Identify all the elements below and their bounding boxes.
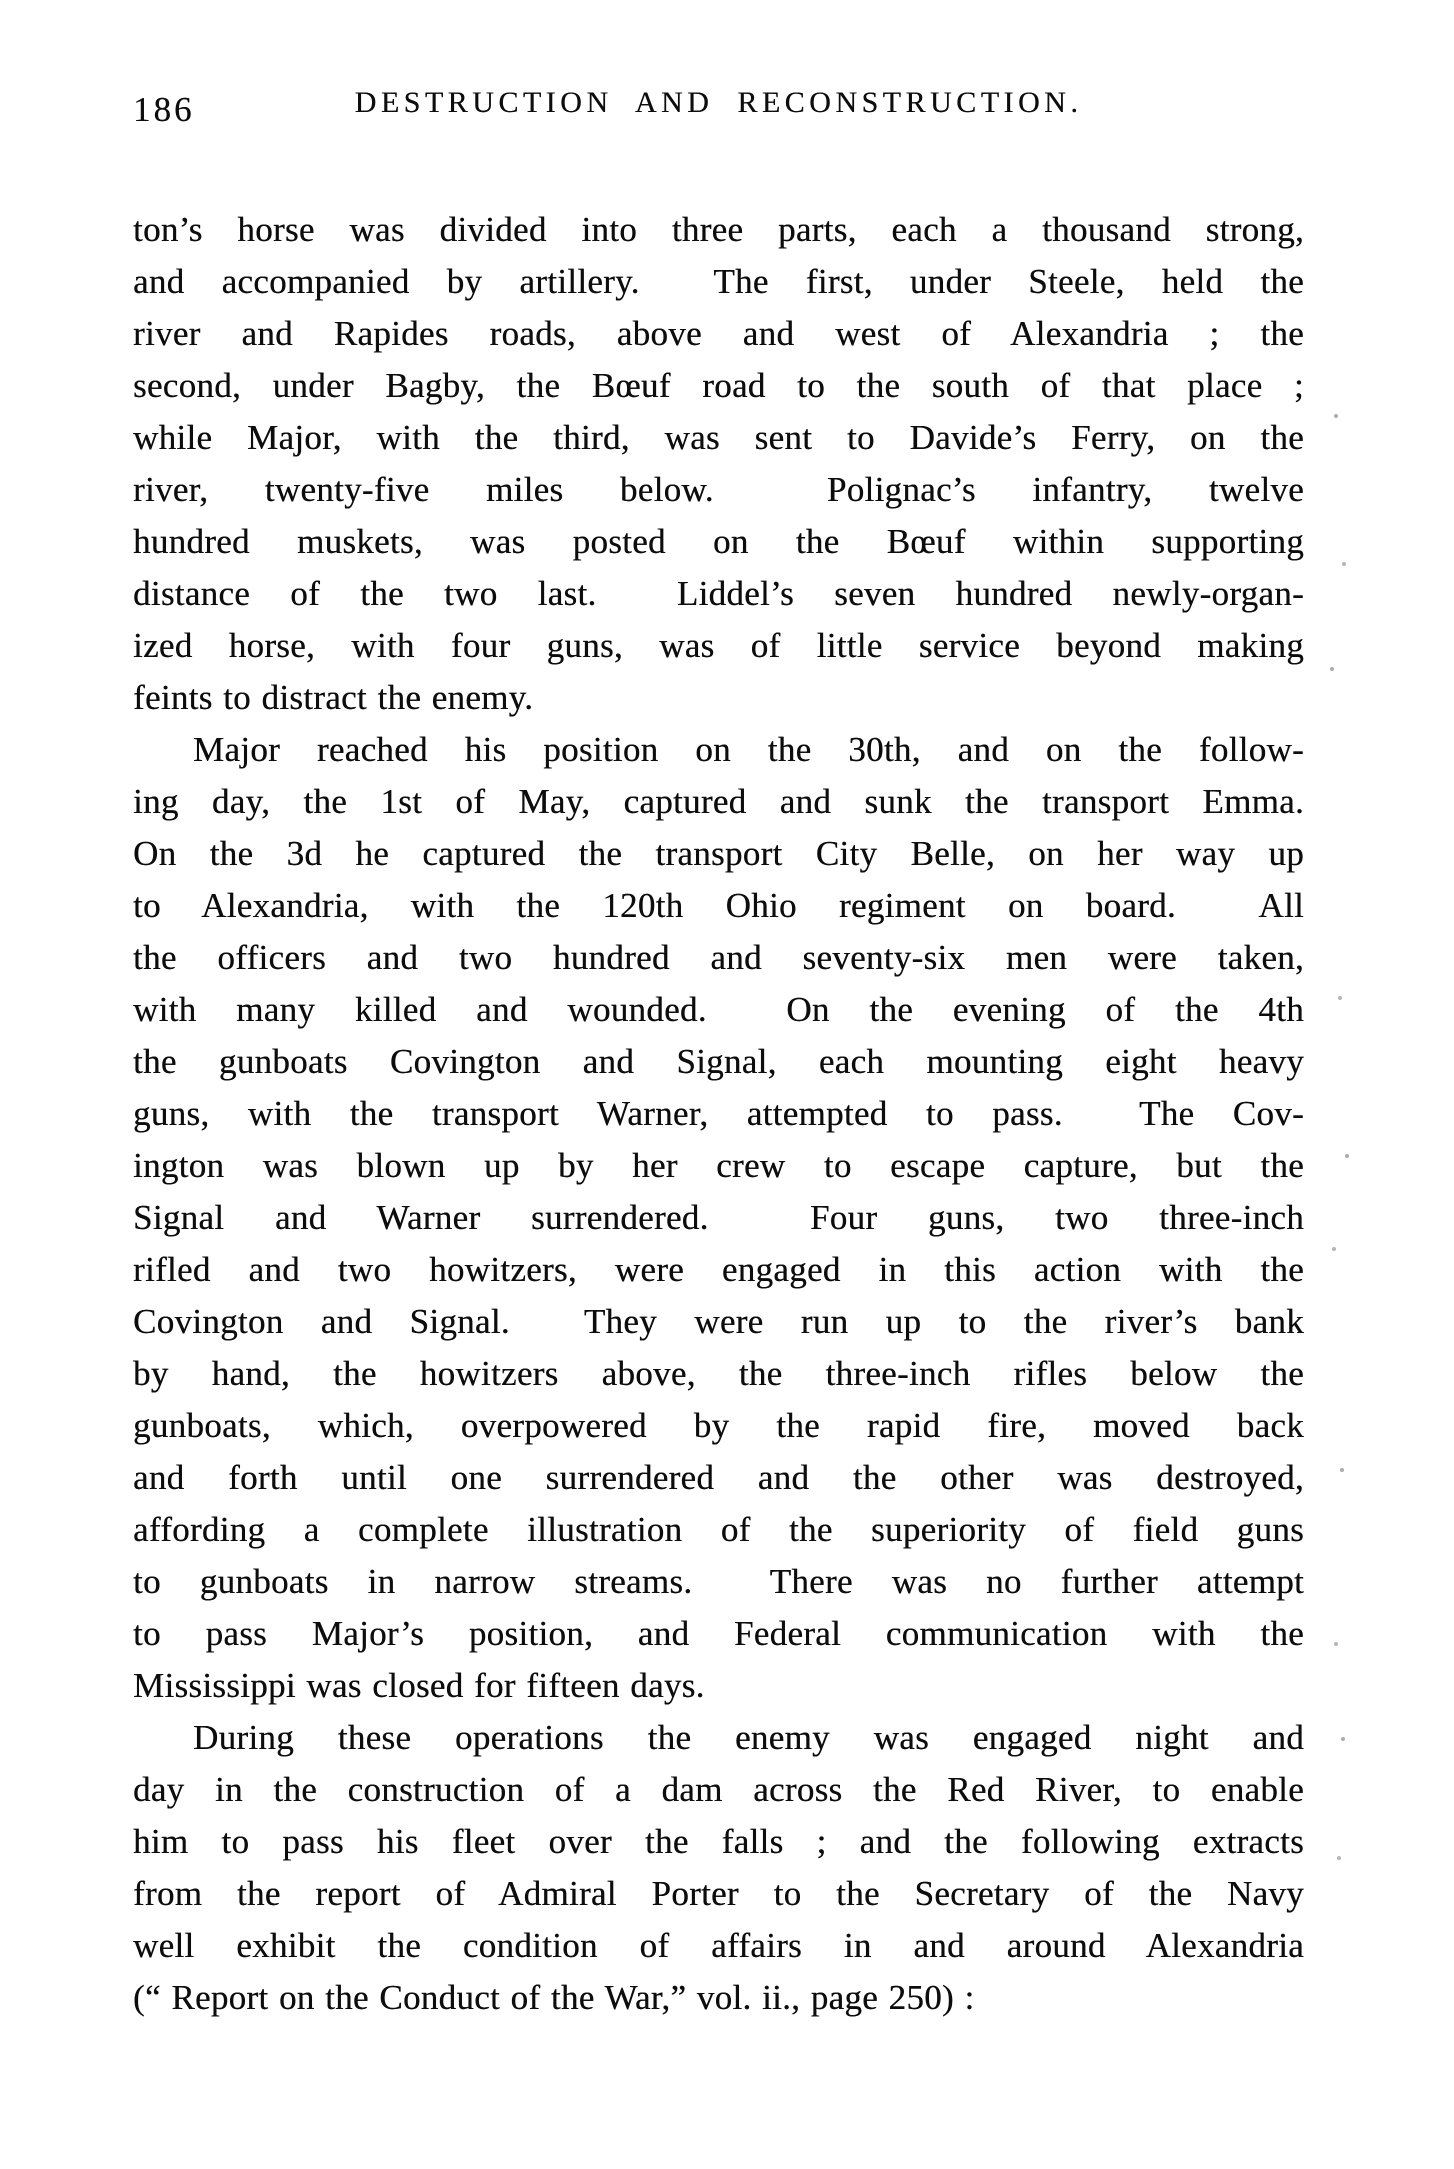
paragraph bbox=[133, 1712, 1304, 2024]
text-line: (“ Report on the Conduct of the War,” vol. ii., page 250) : bbox=[133, 1978, 975, 2017]
text-line: guns, with the transport Warner, attempted to pass. The Cov- bbox=[133, 1094, 1304, 1133]
text-line: river, twenty-five miles below. Polignac’s infantry, twelve bbox=[133, 470, 1304, 509]
text-line: well exhibit the condition of affairs in and around Alexandria bbox=[133, 1926, 1304, 1965]
text-line: Mississippi was closed for fifteen days. bbox=[133, 1666, 705, 1705]
text-line: During these operations the enemy was engaged night and bbox=[193, 1718, 1304, 1757]
text-line: ized horse, with four guns, was of little service beyond making bbox=[133, 626, 1304, 665]
page-header bbox=[133, 86, 1304, 132]
text-line: river and Rapides roads, above and west of Alexandria ; the bbox=[133, 314, 1304, 353]
paragraph bbox=[133, 724, 1304, 1712]
text-line: and forth until one surrendered and the other was destroyed, bbox=[133, 1458, 1304, 1497]
text-line: feints to distract the enemy. bbox=[133, 678, 534, 717]
text-line: gunboats, which, overpowered by the rapid fire, moved back bbox=[133, 1406, 1304, 1445]
text-line: from the report of Admiral Porter to the Secretary of the Navy bbox=[133, 1874, 1304, 1913]
text-line: Signal and Warner surrendered. Four guns, two three-inch bbox=[133, 1198, 1304, 1237]
text-line: and accompanied by artillery. The first, under Steele, held the bbox=[133, 262, 1304, 301]
text-line: Covington and Signal. They were run up to the river’s bank bbox=[133, 1302, 1304, 1341]
text-line: ing day, the 1st of May, captured and sunk the transport Emma. bbox=[133, 782, 1304, 821]
text-line: to Alexandria, with the 120th Ohio regiment on board. All bbox=[133, 886, 1304, 925]
paragraph bbox=[133, 204, 1304, 724]
text-line: second, under Bagby, the Bœuf road to the south of that place ; bbox=[133, 366, 1304, 405]
text-line: while Major, with the third, was sent to Davide’s Ferry, on the bbox=[133, 418, 1304, 457]
text-line: him to pass his fleet over the falls ; and the following extracts bbox=[133, 1822, 1304, 1861]
text-line: the officers and two hundred and seventy-six men were taken, bbox=[133, 938, 1304, 977]
text-line: distance of the two last. Liddel’s seven hundred newly-organ- bbox=[133, 574, 1304, 613]
text-line: by hand, the howitzers above, the three-inch rifles below the bbox=[133, 1354, 1304, 1393]
text-line: ington was blown up by her crew to escape capture, but the bbox=[133, 1146, 1304, 1185]
text-line: day in the construction of a dam across the Red River, to enable bbox=[133, 1770, 1304, 1809]
text-line: affording a complete illustration of the superiority of field guns bbox=[133, 1510, 1304, 1549]
page-number: 186 bbox=[133, 90, 195, 129]
text-line: the gunboats Covington and Signal, each mounting eight heavy bbox=[133, 1042, 1304, 1081]
text-line: rifled and two howitzers, were engaged in this action with the bbox=[133, 1250, 1304, 1289]
text-line: ton’s horse was divided into three parts, each a thousand strong, bbox=[133, 210, 1304, 249]
text-line: to pass Major’s position, and Federal communication with the bbox=[133, 1614, 1304, 1653]
running-title: DESTRUCTION AND RECONSTRUCTION. bbox=[354, 86, 1083, 119]
text-line: Major reached his position on the 30th, and on the follow- bbox=[193, 730, 1304, 769]
scan-noise-dots bbox=[0, 0, 2, 2]
text-line: with many killed and wounded. On the evening of the 4th bbox=[133, 990, 1304, 1029]
text-line: hundred muskets, was posted on the Bœuf within supporting bbox=[133, 522, 1304, 561]
text-line: to gunboats in narrow streams. There was no further attempt bbox=[133, 1562, 1304, 1601]
page-body bbox=[133, 204, 1304, 2024]
text-line: On the 3d he captured the transport City Belle, on her way up bbox=[133, 834, 1304, 873]
